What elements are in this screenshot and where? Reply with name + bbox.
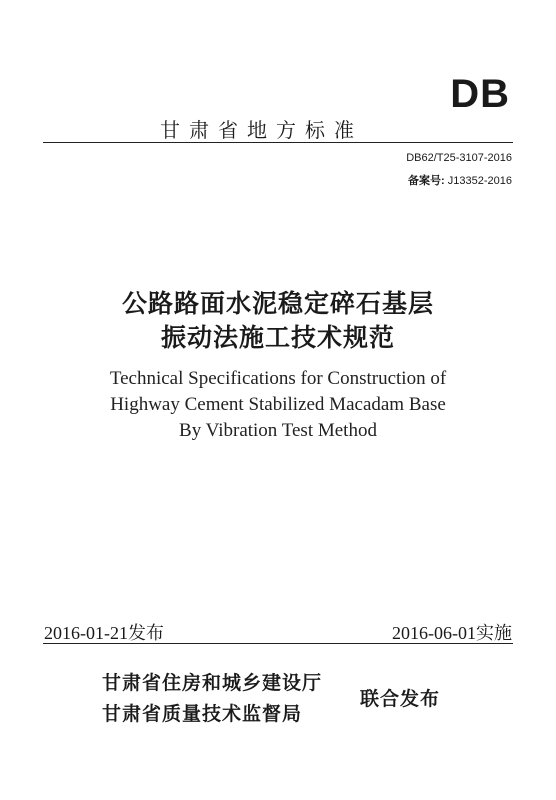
- effective-date: 2016-06-01实施: [392, 623, 512, 643]
- top-divider: [43, 142, 513, 143]
- record-number: J13352-2016: [447, 175, 512, 187]
- issue-date: 2016-01-21发布: [44, 623, 164, 643]
- title-en-line3: By Vibration Test Method: [179, 420, 377, 441]
- title-en-line1: Technical Specifications for Construction of: [109, 368, 447, 389]
- title-cn-line1: 公路路面水泥稳定碎石基层: [121, 289, 434, 318]
- record-number-row: [408, 172, 512, 188]
- joint-issue-label: 联合发布: [360, 688, 441, 710]
- db-mark: DB: [450, 72, 510, 116]
- standard-type: 甘肃省地方标准: [160, 118, 363, 142]
- standard-number: DB62/T25-3107-2016: [406, 152, 512, 164]
- issuer-org-2: 甘肃省质量技术监督局: [102, 703, 303, 725]
- record-label: 备案号:: [408, 175, 445, 187]
- title-en-line2: Highway Cement Stabilized Macadam Base: [110, 394, 446, 415]
- issuer-org-1: 甘肃省住房和城乡建设厅: [102, 672, 323, 694]
- title-cn-line2: 振动法施工技术规范: [160, 323, 395, 352]
- bottom-divider: [43, 643, 513, 644]
